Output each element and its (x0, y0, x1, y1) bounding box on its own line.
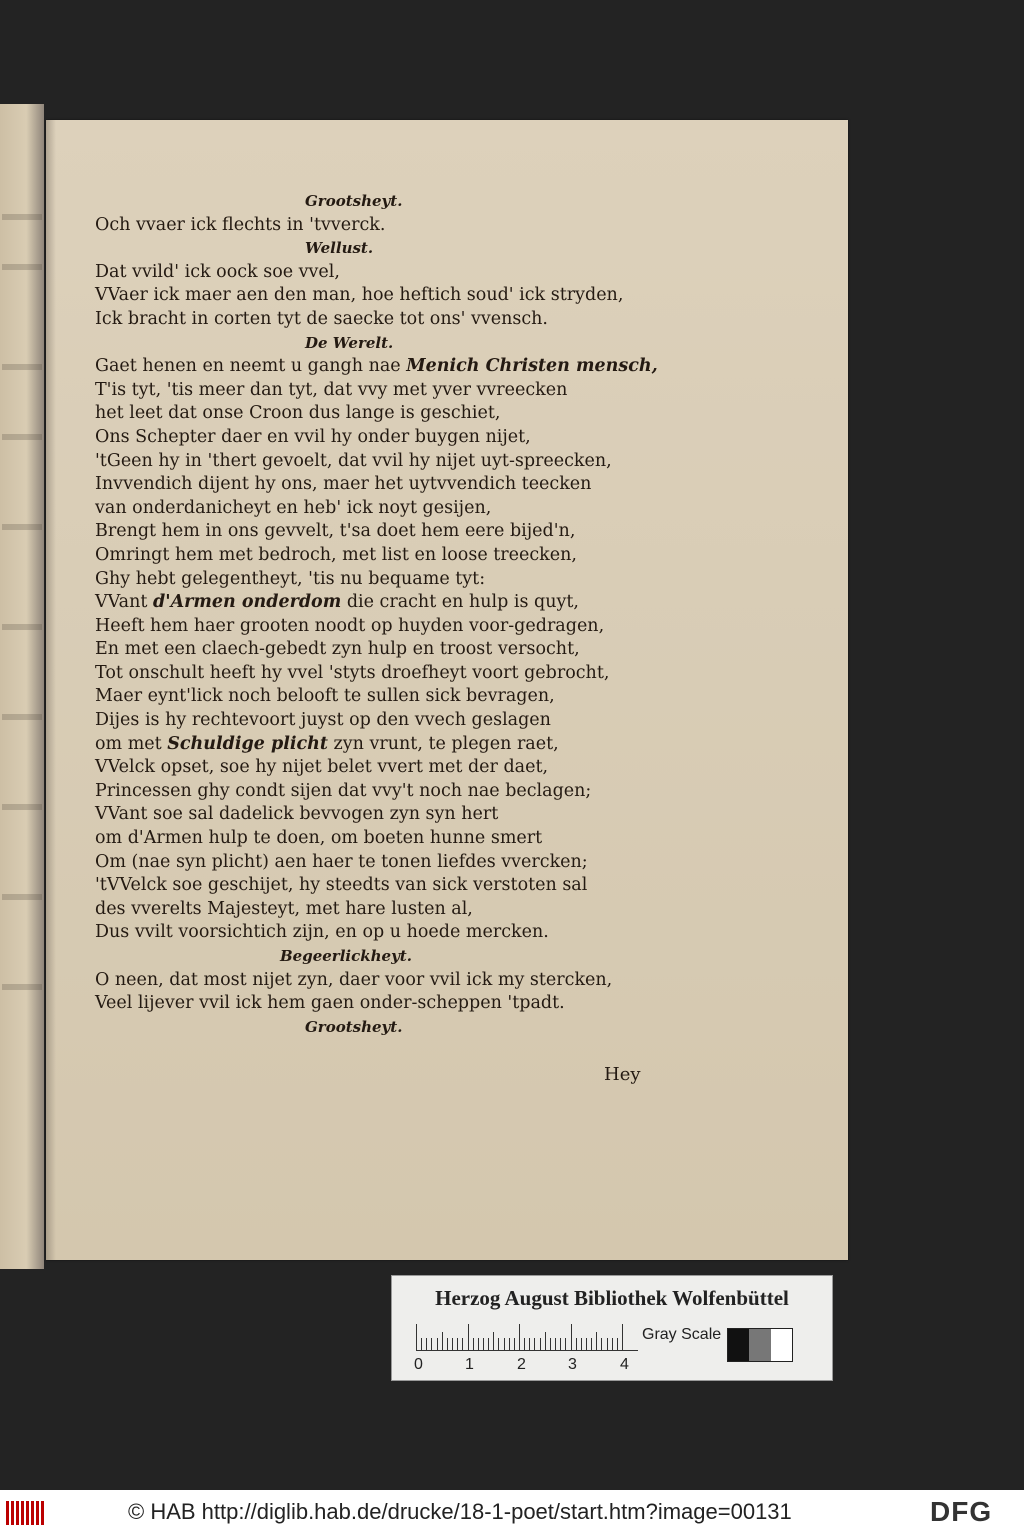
ruler-tick (612, 1338, 613, 1350)
speaker-name (95, 332, 695, 356)
verse-line: Princessen ghy condt sijen dat vvy't noch nae beclagen; (95, 780, 592, 801)
verse-emphasis: d'Armen onderdom (152, 592, 342, 613)
ruler-tick (426, 1338, 427, 1350)
ruler-tick (452, 1338, 453, 1350)
page-gutter-shadow (46, 120, 56, 1260)
verse-line: Ons Schepter daer en vvil hy onder buygen nijet, (95, 426, 531, 447)
verse-line (95, 591, 695, 615)
ruler-tick (483, 1338, 484, 1350)
verse-line: 'tVVelck soe geschijet, hy steedts van sick verstoten sal (95, 875, 588, 896)
ruler-tick (596, 1332, 597, 1350)
verse-emphasis: Menich Christen mensch, (406, 356, 658, 377)
ruler-tick (571, 1324, 572, 1350)
ruler-tick (519, 1324, 520, 1350)
verse-line: van onderdanicheyt en heb' ick noyt gesijen, (95, 497, 492, 518)
ruler-tick (565, 1338, 566, 1350)
ruler-tick (550, 1338, 551, 1350)
speaker-name (95, 237, 695, 261)
ruler-tick (431, 1338, 432, 1350)
ruler-tick (468, 1324, 469, 1350)
verse-line: het leet dat onse Croon dus lange is geschiet, (95, 403, 501, 424)
ruler-tick (421, 1338, 422, 1350)
ruler-tick (576, 1338, 577, 1350)
ruler-tick (493, 1332, 494, 1350)
ruler-tick (504, 1338, 505, 1350)
footer-bar (0, 1490, 1024, 1535)
speaker-label: Grootsheyt. (305, 192, 403, 210)
previous-page-edge (0, 104, 44, 1269)
verse-line: Heeft hem haer grooten noodt op huyden voor-gedragen, (95, 615, 605, 636)
catchword: Hey (604, 1064, 641, 1085)
verse-line: Invvendich dijent hy ons, maer het uytvvendich teecken (95, 474, 592, 495)
ruler-number: 4 (620, 1356, 629, 1373)
ruler-number: 0 (414, 1356, 423, 1373)
ruler-tick (478, 1338, 479, 1350)
verse-text: zyn vrunt, te plegen raet, (327, 733, 559, 754)
ruler-number: 2 (517, 1356, 526, 1373)
gray-scale-swatch (727, 1328, 793, 1362)
ruler-number: 1 (465, 1356, 474, 1373)
verse-line: Tot onschult heeft hy vvel 'styts droefheyt voort gebrocht, (95, 662, 610, 683)
verse-line: VVelck opset, soe hy nijet belet vvert met der daet, (95, 757, 549, 778)
hab-logo-icon (6, 1501, 46, 1525)
verse-line: O neen, dat most nijet zyn, daer voor vvil ick my stercken, (95, 969, 613, 990)
ruler-tick (509, 1338, 510, 1350)
ruler-tick (529, 1338, 530, 1350)
ruler-tick (447, 1338, 448, 1350)
verse-line: Brengt hem in ons gevvelt, t'sa doet hem eere bijed'n, (95, 521, 576, 542)
ruler-tick (534, 1338, 535, 1350)
verse-text: Gaet henen en neemt u gangh nae (95, 356, 407, 377)
speaker-label: Grootsheyt. (305, 1017, 403, 1036)
verse-text: om met (95, 733, 168, 754)
verse-line: Dijes is hy rechtevoort juyst op den vvech geslagen (95, 710, 551, 731)
verse-text: die cracht en hulp is quyt, (341, 592, 579, 613)
ruler-tick (545, 1332, 546, 1350)
verse-line: VVaer ick maer aen den man, hoe heftich soud' ick stryden, (95, 285, 624, 306)
speaker-label: Begeerlickheyt. (280, 947, 412, 965)
verse-line: Om (nae syn plicht) aen haer te tonen liefdes vvercken; (95, 851, 588, 872)
page-text (95, 190, 695, 1039)
copyright-link[interactable]: © HAB http://diglib.hab.de/drucke/18-1-poet/start.htm?image=00131 (128, 1499, 792, 1524)
ruler-tick (586, 1338, 587, 1350)
ruler-tick (514, 1338, 515, 1350)
ruler-tick (442, 1332, 443, 1350)
ruler-tick (540, 1338, 541, 1350)
dfg-logo: DFG (930, 1496, 993, 1527)
ruler-tick (622, 1324, 623, 1350)
verse-line (95, 355, 695, 379)
ruler-tick (560, 1338, 561, 1350)
speaker-label: De Werelt. (305, 333, 394, 352)
ruler-tick (617, 1338, 618, 1350)
ruler-tick (498, 1338, 499, 1350)
verse-line: 'tGeen hy in 'thert gevoelt, dat vvil hy nijet uyt-spreecken, (95, 450, 612, 471)
ruler-tick (416, 1324, 417, 1350)
verse-line: Veel lijever vvil ick hem gaen onder-scheppen 'tpadt. (95, 993, 565, 1014)
ruler-tick (473, 1338, 474, 1350)
ruler-tick (462, 1338, 463, 1350)
ruler-tick (581, 1338, 582, 1350)
ruler-tick (488, 1338, 489, 1350)
ruler-tick (437, 1338, 438, 1350)
verse-line: des vverelts Majesteyt, met hare lusten al, (95, 898, 473, 919)
ruler-tick (457, 1338, 458, 1350)
color-calibration-card (391, 1275, 833, 1381)
verse-line: Och vvaer ick flechts in 'tvverck. (95, 214, 386, 235)
verse-line: Maer eynt'lick noch belooft te sullen sick bevragen, (95, 686, 555, 707)
ruler-tick (607, 1338, 608, 1350)
speaker-name (95, 945, 695, 969)
verse-line: Dus vvilt voorsichtich zijn, en op u hoede mercken. (95, 922, 549, 943)
verse-line: En met een claech-gebedt zyn hulp en troost versocht, (95, 639, 580, 660)
verse-emphasis: Schuldige plicht (167, 733, 328, 754)
speaker-name (95, 1016, 695, 1040)
verse-line: om d'Armen hulp te doen, om boeten hunne smert (95, 828, 543, 849)
verse-line: Ick bracht in corten tyt de saecke tot ons' vvensch. (95, 308, 548, 329)
verse-line (95, 733, 695, 757)
verse-line: Dat vvild' ick oock soe vvel, (95, 261, 340, 282)
verse-line: Ghy hebt gelegentheyt, 'tis nu bequame tyt: (95, 568, 486, 589)
verse-line: VVant soe sal dadelick bevvogen zyn syn hert (95, 804, 499, 825)
ruler-tick (591, 1338, 592, 1350)
ruler-tick (524, 1338, 525, 1350)
speaker-label: Wellust. (305, 239, 374, 258)
verse-line: Omringt hem met bedroch, met list en loose treecken, (95, 544, 577, 565)
ruler (416, 1322, 638, 1351)
verse-text: VVant (95, 592, 153, 613)
ruler-tick (601, 1338, 602, 1350)
ruler-number: 3 (568, 1356, 577, 1373)
speaker-name (95, 190, 695, 214)
verse-line: T'is tyt, 'tis meer dan tyt, dat vvy met yver vvreecken (95, 379, 568, 400)
library-name: Herzog August Bibliothek Wolfenbüttel (435, 1286, 789, 1310)
gray-scale-label: Gray Scale (642, 1326, 722, 1343)
ruler-tick (555, 1338, 556, 1350)
